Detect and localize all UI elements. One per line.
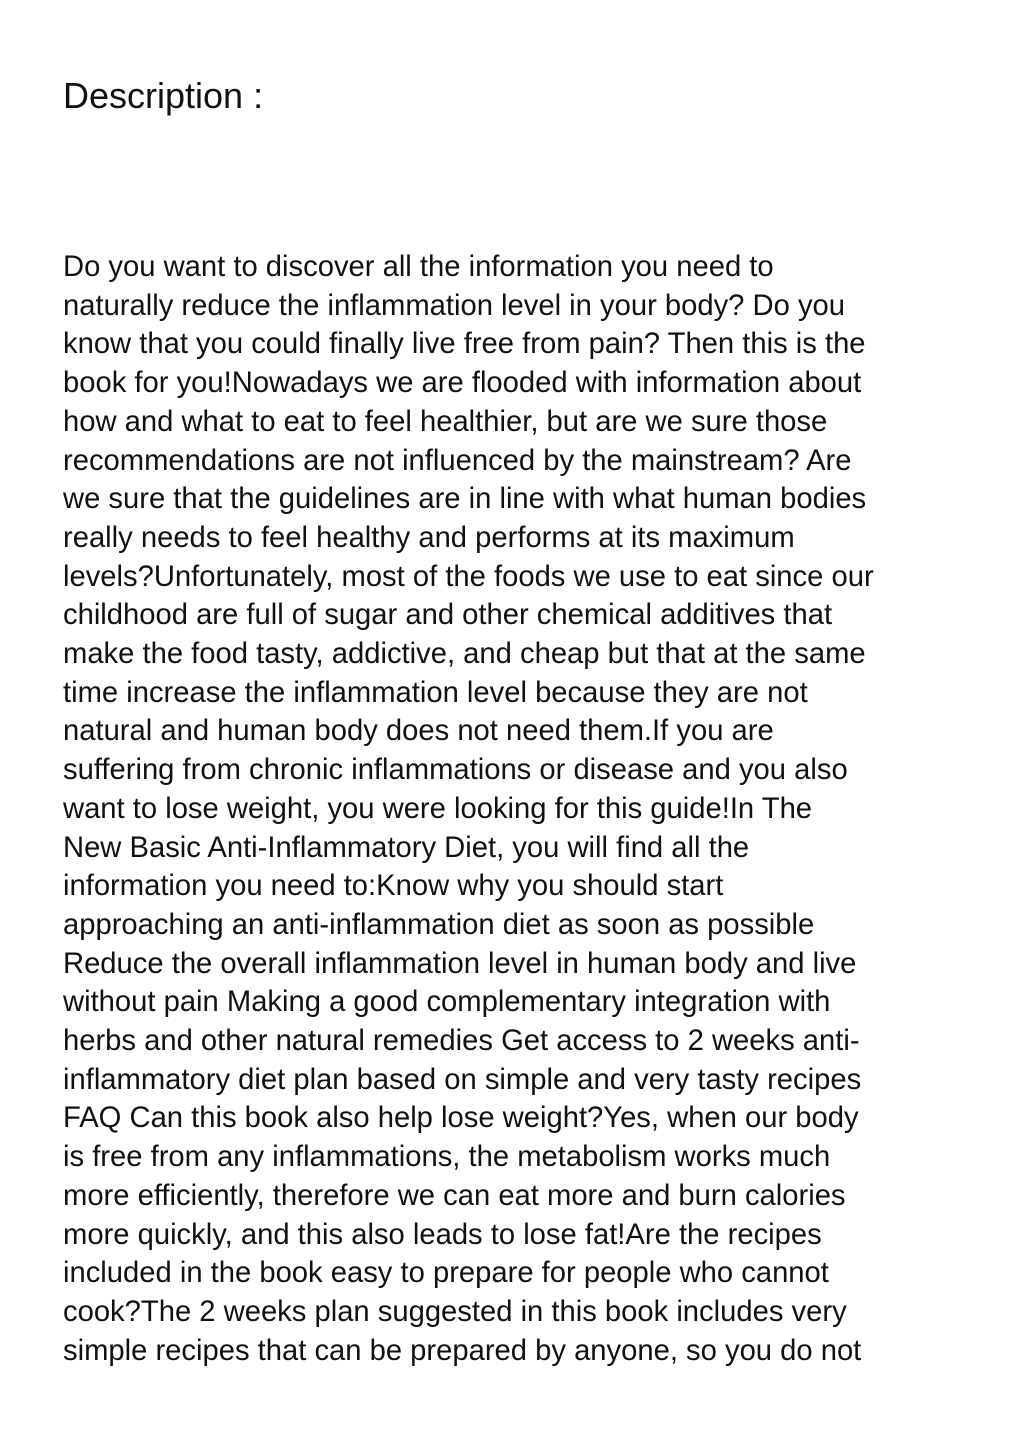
- body-line: we sure that the guidelines are in line with what human bodies: [63, 483, 867, 516]
- body-line: inflammatory diet plan based on simple and very tasty recipes: [63, 1063, 862, 1096]
- body-line: natural and human body does not need them.If you are: [63, 715, 774, 748]
- body-line: make the food tasty, addictive, and cheap but that at the same: [63, 638, 866, 671]
- body-line: FAQ Can this book also help lose weight?Yes, when our body: [63, 1102, 859, 1135]
- body-line: New Basic Anti-Inflammatory Diet, you will find all the: [63, 831, 750, 864]
- body-line: book for you!Nowadays we are flooded with information about: [63, 367, 862, 400]
- body-line: know that you could finally live free from pain? Then this is the: [63, 328, 866, 361]
- body-line: approaching an anti-inflammation diet as soon as possible: [63, 908, 815, 941]
- body-line: included in the book easy to prepare for people who cannot: [63, 1257, 829, 1290]
- body-line: without pain Making a good complementary integration with: [63, 986, 831, 1019]
- body-line: really needs to feel healthy and performs at its maximum: [63, 521, 795, 554]
- description-heading: Description :: [63, 75, 264, 116]
- body-line: Do you want to discover all the information you need to: [63, 251, 774, 283]
- body-line: recommendations are not influenced by the mainstream? Are: [63, 444, 852, 477]
- body-line: levels?Unfortunately, most of the foods we use to eat since our: [63, 560, 874, 593]
- body-line: more quickly, and this also leads to lose fat!Are the recipes: [63, 1218, 822, 1251]
- body-line: childhood are full of sugar and other chemical additives that: [63, 599, 833, 632]
- body-line: suffering from chronic inflammations or disease and you also: [63, 754, 848, 787]
- body-line: herbs and other natural remedies Get access to 2 weeks anti-: [63, 1025, 860, 1058]
- body-line: Reduce the overall inflammation level in human body and live: [63, 947, 857, 980]
- body-line: is free from any inflammations, the metabolism works much: [63, 1141, 831, 1174]
- description-body: [63, 248, 1003, 1370]
- body-line: simple recipes that can be prepared by anyone, so you do not: [63, 1334, 862, 1367]
- body-line: want to lose weight, you were looking for this guide!In The: [63, 792, 813, 825]
- body-line: more efficiently, therefore we can eat more and burn calories: [63, 1179, 846, 1212]
- body-line: how and what to eat to feel healthier, but are we sure those: [63, 405, 828, 438]
- body-line: cook?The 2 weeks plan suggested in this book includes very: [63, 1295, 847, 1328]
- body-line: information you need to:Know why you should start: [63, 870, 724, 903]
- body-line: time increase the inflammation level because they are not: [63, 676, 808, 709]
- body-line: naturally reduce the inflammation level in your body? Do you: [63, 289, 846, 322]
